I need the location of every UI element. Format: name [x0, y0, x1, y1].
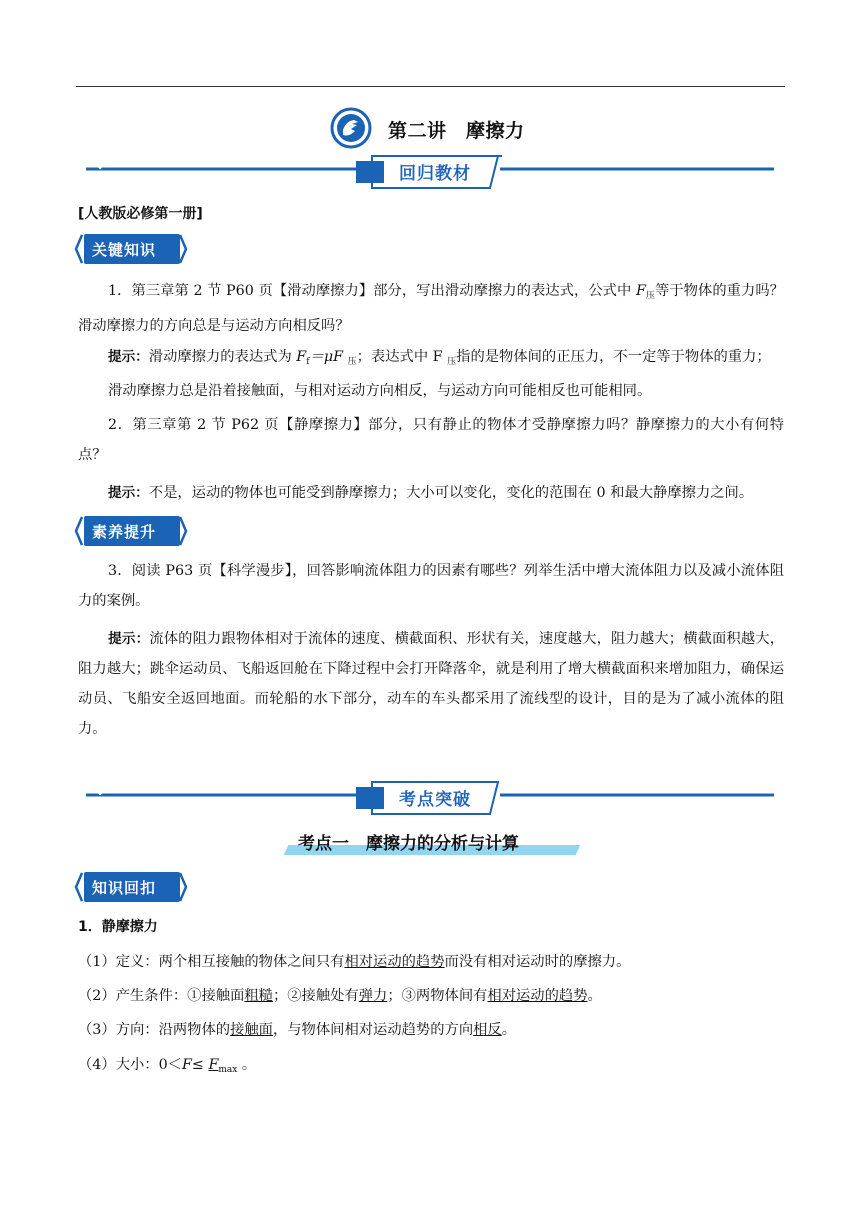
mag-le: ≤ [191, 1057, 209, 1073]
static-friction-definition [78, 951, 630, 973]
lecture-title: 第二讲 摩擦力 [388, 120, 525, 142]
hand-circle-logo-icon [330, 107, 372, 149]
hint-2 [78, 478, 784, 508]
topic-title: 考点一 摩擦力的分析与计算 [298, 834, 519, 854]
dir-a: （3）方向：沿两物体的 [78, 1022, 231, 1038]
cond-d: 。 [587, 988, 602, 1004]
section-banner-review [86, 154, 774, 190]
def-b: 而没有相对运动时的摩擦力。 [444, 954, 631, 970]
def-a: （1）定义：两个相互接触的物体之间只有 [78, 954, 345, 970]
hint3-text: 流体的阻力跟物体相对于流体的速度、横截面积、形状有关，速度越大，阻力越大；横截面积越大，阻力越大；跳伞运动员、飞船返回舱在下降过程中会打开降落伞，就是利用了增大横截面积来增加阻力，确保运动员、飞船安全返回地面。而轮船的水下部分，动车的车头都采用了流线型的设计，目的是为了减小流体的阻力。 [78, 631, 785, 737]
mag-end: 。 [237, 1057, 257, 1073]
question-1 [78, 276, 784, 341]
top-rule [76, 86, 785, 87]
hint-label: 提示： [108, 631, 150, 647]
mag-fmax [208, 1057, 237, 1073]
q2-text: 2．第三章第 2 节 P62 页【静摩擦力】部分，只有静止的物体才受静摩擦力吗？静摩擦力的大小有何特点？ [78, 417, 784, 463]
bracket-right-icon [178, 234, 188, 264]
topic-heading [286, 829, 578, 857]
hint1-mid: ＝μF [309, 349, 348, 365]
search-icon [86, 154, 104, 170]
bracket-right-icon [178, 516, 188, 546]
q3-text: 3．阅读 P63 页【科学漫步】，回答影响流体阻力的因素有哪些？列举生活中增大流体阻力以及减小流体阻力的案例。 [78, 563, 784, 609]
question-3 [78, 556, 784, 616]
hint-1 [78, 342, 784, 377]
section-label-breakthrough: 考点突破 [399, 790, 471, 810]
hint1-sub-ya2: 压 [447, 357, 457, 367]
q1-text-a: 1．第三章第 2 节 P60 页【滑动摩擦力】部分，写出滑动摩擦力的表达式，公式中 [108, 283, 636, 299]
section-label-review: 回归教材 [399, 164, 471, 184]
tag-label: 素养提升 [92, 523, 157, 541]
bracket-left-icon [74, 234, 84, 264]
hint-1-line-2 [78, 376, 784, 406]
question-2 [78, 410, 784, 470]
cond-c: ；③两物体间有 [387, 988, 488, 1004]
tag-skill-improve [78, 516, 188, 546]
dir-underline-2: 相反 [473, 1022, 502, 1038]
static-friction-magnitude [78, 1054, 256, 1081]
cond-b: ；②接触处有 [272, 988, 359, 1004]
static-friction-direction [78, 1019, 516, 1041]
hint1-a: 滑动摩擦力的表达式为 [148, 349, 297, 365]
tag-label: 知识回扣 [92, 879, 157, 897]
hint-label: 提示： [108, 485, 149, 501]
q1-sub: 压 [645, 291, 655, 301]
dir-c: 。 [501, 1022, 517, 1038]
hint1-sub-f: f [306, 357, 310, 367]
hint1-c: 指的是物体间的正压力，不一定等于物体的重力； [456, 349, 771, 365]
q1-F: F [635, 283, 646, 299]
mag-Fmax: F [208, 1057, 219, 1073]
search-icon [86, 780, 104, 796]
q1-text-b: 等于物体的重力吗？滑动摩擦力的方向总是与运动方向相反吗？ [78, 283, 784, 334]
hint-3 [78, 624, 784, 744]
mag-F: F [181, 1057, 192, 1073]
bracket-right-icon [178, 872, 188, 902]
bracket-left-icon [74, 516, 84, 546]
tag-label: 关键知识 [92, 241, 157, 259]
cond-a: （2）产生条件：①接触面 [78, 988, 245, 1004]
cond-underline-3: 相对运动的趋势 [487, 988, 588, 1004]
bracket-left-icon [74, 872, 84, 902]
lecture-title-row [0, 107, 860, 151]
dir-underline-1: 接触面 [230, 1022, 273, 1038]
hint1-b: ；表达式中 F [356, 349, 448, 365]
hint-label: 提示： [108, 349, 149, 365]
tag-knowledge-recall [78, 872, 188, 902]
edition-label: [人教版必修第一册] [78, 206, 203, 222]
hint1-F: F [296, 349, 307, 365]
mag-a: （4）大小：0＜ [78, 1057, 182, 1073]
tag-key-knowledge [78, 234, 188, 264]
hint1-line2: 滑动摩擦力总是沿着接触面，与相对运动方向相反，与运动方向可能相反也可能相同。 [108, 383, 652, 399]
cond-underline-2: 弹力 [358, 988, 388, 1004]
static-friction-heading: 1．静摩擦力 [78, 919, 158, 935]
dir-b: ，与物体间相对运动趋势的方向 [272, 1022, 474, 1038]
static-friction-conditions [78, 985, 602, 1007]
mag-sub: max [218, 1065, 238, 1075]
def-underline: 相对运动的趋势 [344, 954, 445, 970]
hint2-text: 不是，运动的物体也可能受到静摩擦力；大小可以变化，变化的范围在 0 和最大静摩擦力之间。 [148, 485, 754, 501]
hint1-sub-ya: 压 [347, 357, 357, 367]
cond-underline-1: 粗糙 [244, 988, 273, 1004]
section-banner-breakthrough [86, 780, 774, 816]
